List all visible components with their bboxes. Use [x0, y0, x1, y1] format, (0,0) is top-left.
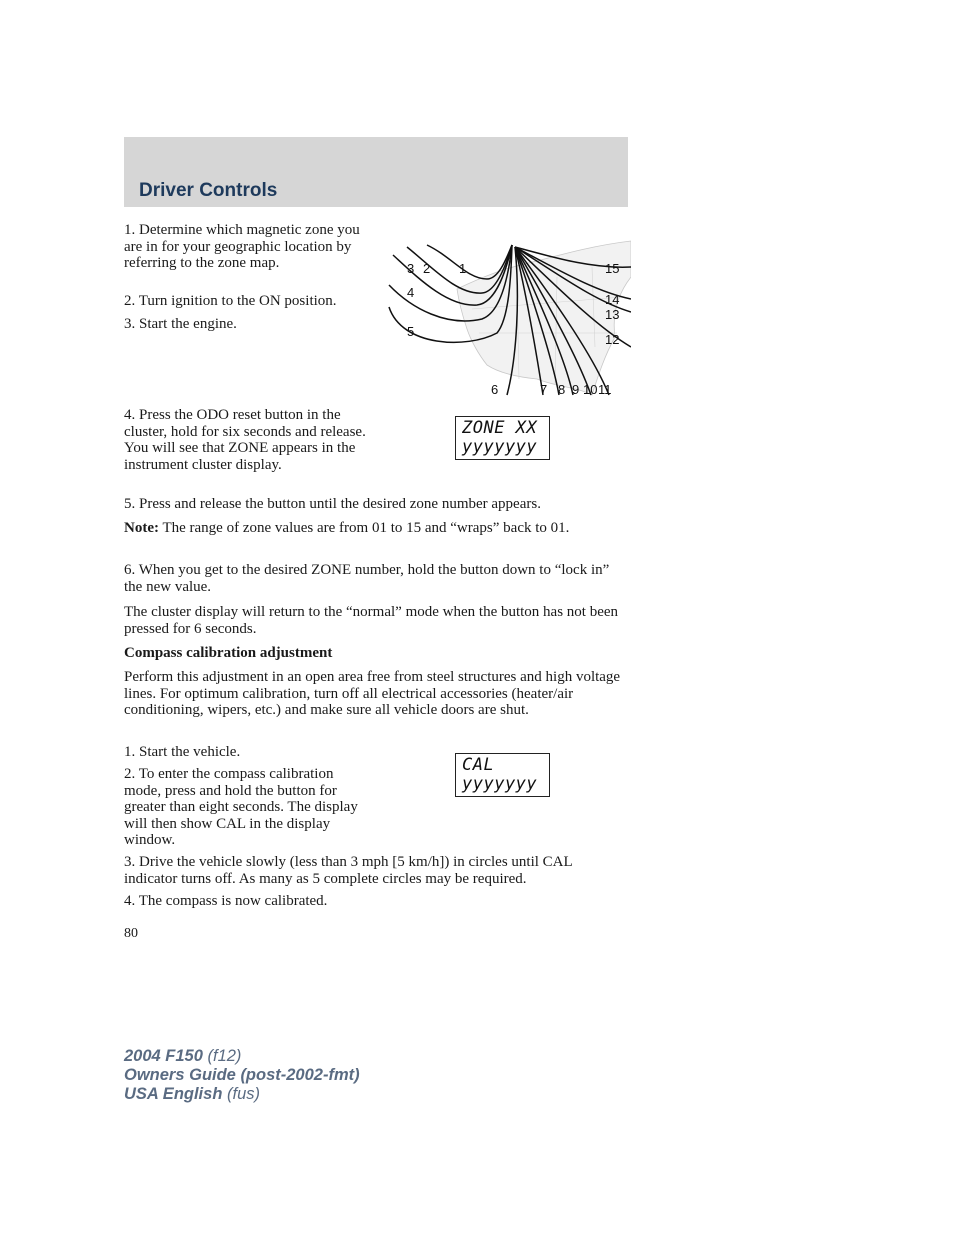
- step-5-text: 5. Press and release the button until the desired zone number appears.: [124, 496, 541, 512]
- zone-label-15: 15: [605, 261, 620, 276]
- zone-label-1: 1: [459, 261, 467, 276]
- zone-label-10: 10: [583, 382, 598, 397]
- calibration-intro: Perform this adjustment in an open area free from steel structures and high voltage lines. For optimum calibration, turn off all electrical accessories (heater/air conditioning, wipers, etc.) and make sure all vehicle doors are shut.: [124, 669, 621, 718]
- note-text: The range of zone values are from 01 to 15 and “wraps” back to 01.: [158, 520, 570, 536]
- footer-model: 2004 F150: [124, 1047, 203, 1065]
- magnetic-zone-map: [387, 237, 631, 399]
- cal-step-3-text: 3. Drive the vehicle slowly (less than 3 mph [5 km/h]) in circles until CAL indicator turns off. As many as 5 complete circles may be required.: [124, 854, 573, 887]
- cal-display: [455, 753, 550, 797]
- note-paragraph: [124, 520, 624, 537]
- footer-guide: Owners Guide (post-2002-fmt): [124, 1066, 360, 1084]
- zone-display-line-2: yyyyyyy: [462, 437, 538, 457]
- calibration-heading: Compass calibration adjustment: [124, 645, 333, 661]
- cal-display-line-1: CAL: [462, 755, 495, 775]
- zone-display-line-1: ZONE XX: [462, 418, 538, 438]
- zone-display: [455, 416, 550, 460]
- cal-display-line-2: yyyyyyy: [462, 774, 538, 794]
- footer-model-code: (f12): [202, 1047, 242, 1065]
- zone-label-14: 14: [605, 292, 620, 307]
- zone-label-2: 2: [423, 261, 431, 276]
- zone-label-12: 12: [605, 332, 620, 347]
- step-1-text: 1. Determine which magnetic zone you are in for your geographic location by referring to the zone map.: [124, 222, 360, 271]
- footer-line-2: [124, 1066, 360, 1085]
- note-label: Note:: [124, 520, 159, 536]
- zone-label-9: 9: [572, 382, 580, 397]
- zone-label-7: 7: [540, 382, 548, 397]
- zone-label-6: 6: [491, 382, 499, 397]
- section-title: Driver Controls: [139, 180, 278, 201]
- page-number: 80: [124, 926, 138, 941]
- zone-label-4: 4: [407, 285, 415, 300]
- footer-language-code: (fus): [222, 1085, 260, 1103]
- zone-label-3: 3: [407, 261, 415, 276]
- cal-step-4-text: 4. The compass is now calibrated.: [124, 893, 328, 909]
- step-2-text: 2. Turn ignition to the ON position.: [124, 293, 337, 309]
- cal-step-1-text: 1. Start the vehicle.: [124, 744, 241, 760]
- step-6-text: 6. When you get to the desired ZONE number, hold the button down to “lock in” the new value.: [124, 562, 610, 595]
- footer-language: USA English: [124, 1085, 223, 1103]
- cal-step-2-text: 2. To enter the compass calibration mode, press and hold the button for greater than eight seconds. The display will then show CAL in the display window.: [124, 766, 358, 848]
- step-4-text: 4. Press the ODO reset button in the cluster, hold for six seconds and release. You will see that ZONE appears in the instrument cluster display.: [124, 407, 366, 473]
- document-footer: [124, 1047, 360, 1104]
- zone-label-13: 13: [605, 307, 620, 322]
- footer-line-3: [124, 1085, 360, 1104]
- footer-line-1: [124, 1047, 360, 1066]
- return-mode-text: The cluster display will return to the “normal” mode when the button has not been pressed for 6 seconds.: [124, 604, 619, 637]
- zone-label-5: 5: [407, 324, 415, 339]
- zone-label-8: 8: [558, 382, 566, 397]
- step-3-text: 3. Start the engine.: [124, 316, 237, 332]
- section-header: [124, 137, 628, 207]
- zone-label-11: 11: [598, 382, 612, 397]
